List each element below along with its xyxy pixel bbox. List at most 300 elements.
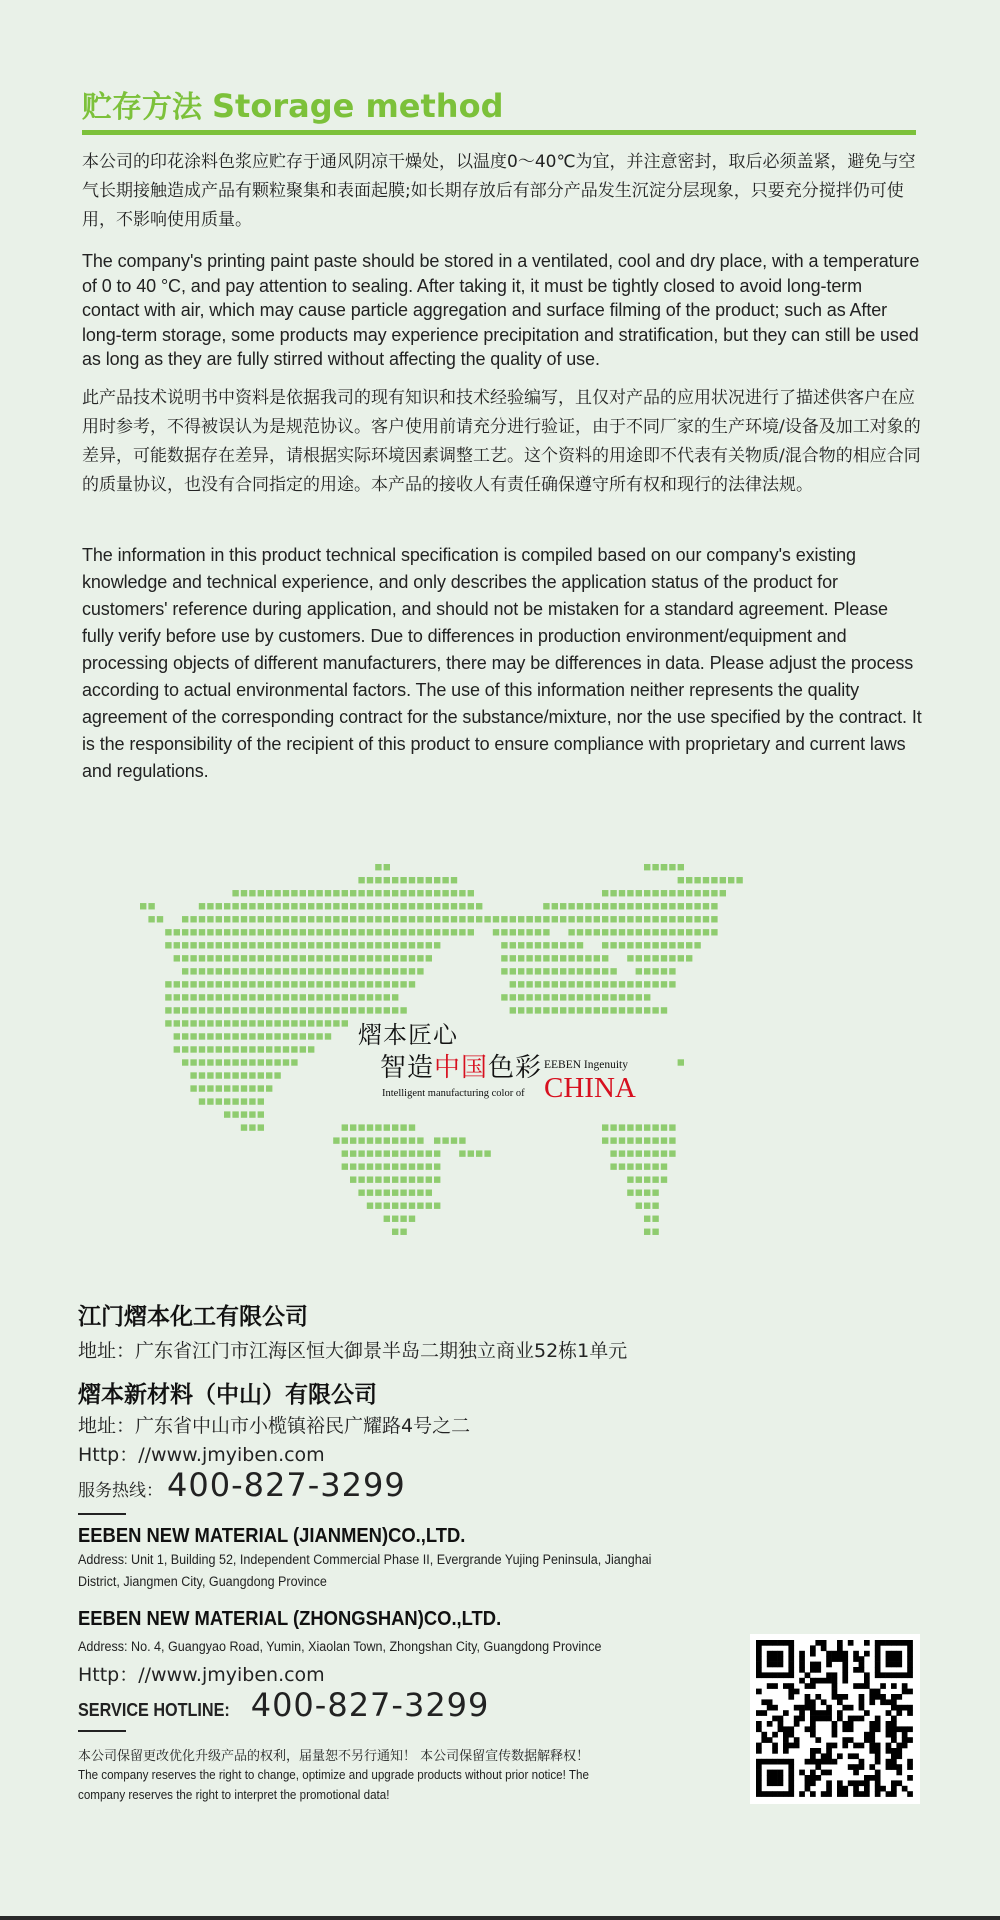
qr-module: [810, 1667, 816, 1673]
map-dot: [207, 1072, 213, 1078]
qr-module: [891, 1662, 897, 1668]
map-dot: [199, 1033, 205, 1039]
map-dot: [442, 903, 448, 909]
qr-module: [805, 1699, 811, 1705]
qr-module: [842, 1786, 848, 1792]
qr-module: [826, 1716, 832, 1722]
map-dot: [308, 1020, 314, 1026]
qr-module: [810, 1726, 816, 1732]
qr-module: [896, 1705, 902, 1711]
map-dot: [636, 1137, 642, 1143]
map-dot: [451, 877, 457, 883]
qr-module: [859, 1662, 865, 1668]
map-dot: [375, 1190, 381, 1196]
map-dot: [241, 903, 247, 909]
map-dot: [736, 877, 742, 883]
map-dot: [400, 1124, 406, 1130]
qr-module: [902, 1743, 908, 1749]
map-dot: [258, 1072, 264, 1078]
qr-module: [848, 1721, 854, 1727]
map-dot: [216, 1033, 222, 1039]
qr-module: [864, 1678, 870, 1684]
map-dot: [552, 955, 558, 961]
map-dot: [652, 1150, 658, 1156]
map-dot: [241, 929, 247, 935]
qr-module: [815, 1716, 821, 1722]
qr-module: [772, 1672, 778, 1678]
qr-module: [837, 1656, 843, 1662]
map-dot: [400, 981, 406, 987]
map-dot: [174, 1033, 180, 1039]
qr-module: [805, 1705, 811, 1711]
map-dot: [342, 1163, 348, 1169]
map-dot: [316, 955, 322, 961]
map-dot: [652, 1190, 658, 1196]
map-dot: [619, 1163, 625, 1169]
map-dot: [182, 955, 188, 961]
qr-module: [907, 1705, 913, 1711]
map-dot: [434, 942, 440, 948]
map-dot: [627, 1137, 633, 1143]
map-dot: [342, 1124, 348, 1130]
qr-module: [896, 1743, 902, 1749]
qr-module: [832, 1672, 838, 1678]
map-dot: [375, 994, 381, 1000]
map-dot: [468, 890, 474, 896]
map-dot: [216, 1072, 222, 1078]
map-dot: [434, 1137, 440, 1143]
map-dot: [249, 1020, 255, 1026]
map-dot: [678, 903, 684, 909]
map-dot: [384, 1007, 390, 1013]
qr-module: [837, 1651, 843, 1657]
qr-module: [810, 1651, 816, 1657]
map-dot: [568, 955, 574, 961]
hotline-label-zh: 服务热线：: [78, 1481, 163, 1501]
map-dot: [291, 1020, 297, 1026]
qr-module: [826, 1786, 832, 1792]
map-dot: [644, 1229, 650, 1235]
qr-module: [886, 1726, 892, 1732]
map-dot: [308, 942, 314, 948]
map-dot: [291, 1007, 297, 1013]
qr-module: [842, 1694, 848, 1700]
map-dot: [669, 942, 675, 948]
map-dot: [216, 916, 222, 922]
map-dot: [594, 916, 600, 922]
qr-module: [837, 1640, 843, 1646]
hotline-number-en[interactable]: 400-827-3299: [250, 1686, 490, 1724]
map-dot: [560, 994, 566, 1000]
map-dot: [300, 955, 306, 961]
map-dot: [274, 955, 280, 961]
qr-module: [859, 1699, 865, 1705]
map-dot: [258, 929, 264, 935]
map-dot: [291, 1033, 297, 1039]
map-dot: [316, 1033, 322, 1039]
map-dot: [300, 942, 306, 948]
map-dot: [518, 994, 524, 1000]
map-dot: [241, 1007, 247, 1013]
qr-module: [891, 1651, 897, 1657]
map-dot: [652, 929, 658, 935]
qr-module: [772, 1705, 778, 1711]
map-dot: [686, 903, 692, 909]
map-dot: [392, 890, 398, 896]
map-dot: [291, 890, 297, 896]
qr-module: [815, 1667, 821, 1673]
qr-module: [778, 1640, 784, 1646]
qr-module: [767, 1770, 773, 1776]
map-dot: [266, 916, 272, 922]
qr-module: [842, 1672, 848, 1678]
map-dot: [342, 968, 348, 974]
qr-module: [864, 1683, 870, 1689]
website-en[interactable]: Http：//www.jmyiben.com: [78, 1664, 325, 1686]
map-dot: [300, 968, 306, 974]
qr-module: [837, 1694, 843, 1700]
spec-paragraph-zh: 此产品技术说明书中资料是依据我司的现有知识和技术经验编写，且仅对产品的应用状况进行了描述供客户在应用时参考，不得被误认为是规范协议。客户使用前请充分进行验证，由于不同厂家的生产环境/设备及加工对象的差异，可能数据存在差异，请根据实际环境因素调整工艺。这个资料的用途即不代表有关物质/混合物的相应合同的质量协议，也没有合同指定的用途。本产品的接收人有责任确保遵守所有权和现行的法律法规。: [82, 388, 921, 495]
website-zh[interactable]: Http：//www.jmyiben.com: [78, 1444, 325, 1466]
map-dot: [367, 877, 373, 883]
qr-module: [778, 1775, 784, 1781]
qr-module: [756, 1651, 762, 1657]
qr-module: [859, 1743, 865, 1749]
map-dot: [342, 890, 348, 896]
map-dot: [291, 1046, 297, 1052]
map-dot: [400, 955, 406, 961]
qr-module: [842, 1678, 848, 1684]
qr-module: [767, 1662, 773, 1668]
map-dot: [367, 929, 373, 935]
map-dot: [501, 929, 507, 935]
map-dot: [669, 929, 675, 935]
map-dot: [308, 994, 314, 1000]
map-dot: [526, 942, 532, 948]
map-dot: [392, 877, 398, 883]
map-dot: [291, 942, 297, 948]
qr-module: [778, 1656, 784, 1662]
qr-module: [805, 1775, 811, 1781]
qr-module: [756, 1759, 762, 1765]
map-dot: [594, 994, 600, 1000]
map-dot: [216, 929, 222, 935]
slogan-line-2b: 色彩: [488, 1053, 543, 1083]
map-dot: [216, 1020, 222, 1026]
qr-module: [842, 1737, 848, 1743]
spec-paragraph-en: The information in this product technical specification is compiled based on our company's existing knowledge and technical experience, and only describes the application status of the product for customers' reference during application, and should not be mistaken for a standard agreement. Please fully verify before use by customers. Due to differences in production environment/equipment and processing objects of different manufacturers, there may be differences in data. Please adjust the process according to actual environmental factors. The use of this information neither represents the quality agreement of the corresponding contract for the substance/mixture, nor the use specified by the contract. It is the responsibility of the recipient of this product to ensure compliance with proprietary and current laws and regulations.: [82, 545, 922, 781]
qr-module: [756, 1656, 762, 1662]
map-dot: [720, 890, 726, 896]
qr-module: [907, 1775, 913, 1781]
map-dot: [266, 981, 272, 987]
qr-module: [896, 1726, 902, 1732]
map-dot: [526, 916, 532, 922]
qr-module: [853, 1667, 859, 1673]
map-dot: [602, 968, 608, 974]
map-dot: [400, 1163, 406, 1169]
map-dot: [300, 929, 306, 935]
map-dot: [392, 942, 398, 948]
map-dot: [358, 994, 364, 1000]
qr-module: [869, 1726, 875, 1732]
map-dot: [678, 877, 684, 883]
qr-module: [869, 1748, 875, 1754]
qr-module: [815, 1759, 821, 1765]
map-dot: [678, 916, 684, 922]
map-dot: [350, 890, 356, 896]
map-dot: [367, 955, 373, 961]
map-dot: [241, 1059, 247, 1065]
qr-module: [880, 1683, 886, 1689]
map-dot: [333, 1007, 339, 1013]
map-dot: [249, 1111, 255, 1117]
qr-module: [875, 1786, 881, 1792]
qr-module: [756, 1743, 762, 1749]
map-dot: [644, 864, 650, 870]
qr-module: [810, 1683, 816, 1689]
qr-module: [815, 1764, 821, 1770]
map-dot: [274, 1046, 280, 1052]
map-dot: [199, 1046, 205, 1052]
map-dot: [350, 942, 356, 948]
qr-module: [859, 1780, 865, 1786]
map-dot: [283, 903, 289, 909]
map-dot: [274, 890, 280, 896]
map-dot: [518, 1007, 524, 1013]
map-dot: [384, 890, 390, 896]
map-dot: [392, 1163, 398, 1169]
map-dot: [594, 968, 600, 974]
map-dot: [241, 1085, 247, 1091]
qr-module: [832, 1759, 838, 1765]
map-dot: [232, 981, 238, 987]
map-dot: [258, 1098, 264, 1104]
map-dot: [274, 1033, 280, 1039]
map-dot: [560, 1007, 566, 1013]
qr-module: [853, 1743, 859, 1749]
map-dot: [594, 955, 600, 961]
map-dot: [434, 1150, 440, 1156]
map-dot: [568, 916, 574, 922]
map-dot: [258, 1124, 264, 1130]
qr-module: [772, 1683, 778, 1689]
qr-module: [875, 1748, 881, 1754]
map-dot: [594, 903, 600, 909]
map-dot: [560, 916, 566, 922]
qr-module: [788, 1672, 794, 1678]
qr-module: [902, 1640, 908, 1646]
map-dot: [526, 968, 532, 974]
qr-module: [875, 1656, 881, 1662]
map-dot: [678, 864, 684, 870]
map-dot: [400, 890, 406, 896]
qr-module: [842, 1651, 848, 1657]
map-dot: [367, 1190, 373, 1196]
map-dot: [165, 1020, 171, 1026]
map-dot: [350, 903, 356, 909]
map-dot: [232, 968, 238, 974]
qr-module: [783, 1748, 789, 1754]
map-dot: [224, 1098, 230, 1104]
map-dot: [342, 955, 348, 961]
qr-module: [859, 1759, 865, 1765]
map-dot: [274, 942, 280, 948]
qr-module: [853, 1770, 859, 1776]
map-dot: [216, 903, 222, 909]
map-dot: [207, 1020, 213, 1026]
qr-module: [859, 1716, 865, 1722]
map-dot: [518, 968, 524, 974]
map-dot: [426, 1150, 432, 1156]
map-dot: [367, 1007, 373, 1013]
map-dot: [358, 1150, 364, 1156]
qr-module: [869, 1775, 875, 1781]
qr-module: [756, 1667, 762, 1673]
map-dot: [375, 1163, 381, 1169]
qr-module: [788, 1640, 794, 1646]
map-dot: [652, 968, 658, 974]
map-dot: [510, 929, 516, 935]
map-dot: [283, 1033, 289, 1039]
map-dot: [342, 1137, 348, 1143]
map-dot: [266, 1072, 272, 1078]
qr-module: [799, 1791, 805, 1797]
map-dot: [585, 968, 591, 974]
map-dot: [283, 929, 289, 935]
map-dot: [375, 1176, 381, 1182]
map-dot: [577, 929, 583, 935]
map-dot: [610, 1007, 616, 1013]
qr-module: [794, 1737, 800, 1743]
map-dot: [207, 1085, 213, 1091]
map-dot: [232, 1098, 238, 1104]
map-dot: [199, 981, 205, 987]
map-dot: [216, 942, 222, 948]
qr-module: [842, 1726, 848, 1732]
map-dot: [174, 1020, 180, 1026]
map-dot: [409, 1137, 415, 1143]
qr-module: [837, 1710, 843, 1716]
map-dot: [224, 1085, 230, 1091]
hotline-number-zh[interactable]: 400-827-3299: [167, 1466, 406, 1504]
map-dot: [417, 968, 423, 974]
qr-module: [853, 1764, 859, 1770]
map-dot: [207, 1033, 213, 1039]
map-dot: [703, 877, 709, 883]
map-dot: [367, 916, 373, 922]
map-dot: [308, 1007, 314, 1013]
qr-module: [756, 1662, 762, 1668]
qr-module: [761, 1732, 767, 1738]
qr-module: [875, 1753, 881, 1759]
map-dot: [249, 1033, 255, 1039]
qr-module: [853, 1780, 859, 1786]
qr-module: [907, 1656, 913, 1662]
map-dot: [300, 916, 306, 922]
slogan-line-2a: 智造: [380, 1053, 435, 1083]
map-dot: [669, 981, 675, 987]
map-dot: [358, 955, 364, 961]
map-dot: [535, 929, 541, 935]
map-dot: [585, 994, 591, 1000]
map-dot: [207, 955, 213, 961]
qr-module: [891, 1699, 897, 1705]
qr-module: [821, 1645, 827, 1651]
qr-module: [896, 1770, 902, 1776]
qr-module: [875, 1726, 881, 1732]
map-dot: [384, 1150, 390, 1156]
slogan-brand-en: EEBEN Ingenuity: [544, 1059, 628, 1071]
map-dot: [182, 1059, 188, 1065]
qr-module: [869, 1764, 875, 1770]
map-dot: [392, 1190, 398, 1196]
map-dot: [384, 942, 390, 948]
qr-module: [810, 1770, 816, 1776]
qr-module: [853, 1651, 859, 1657]
map-dot: [535, 994, 541, 1000]
qr-module: [832, 1694, 838, 1700]
map-dot: [300, 1046, 306, 1052]
map-dot: [409, 916, 415, 922]
map-dot: [434, 877, 440, 883]
map-dot: [384, 1190, 390, 1196]
qr-module: [837, 1753, 843, 1759]
map-dot: [266, 1007, 272, 1013]
qr-module: [891, 1726, 897, 1732]
qr-module: [788, 1694, 794, 1700]
map-dot: [283, 1046, 289, 1052]
qr-module: [810, 1780, 816, 1786]
map-dot: [518, 981, 524, 987]
qr-module: [772, 1716, 778, 1722]
qr-module: [821, 1710, 827, 1716]
map-dot: [610, 968, 616, 974]
qr-module: [832, 1651, 838, 1657]
qr-module: [880, 1699, 886, 1705]
map-dot: [493, 929, 499, 935]
map-dot: [602, 1007, 608, 1013]
map-dot: [190, 1046, 196, 1052]
qr-module: [756, 1640, 762, 1646]
map-dot: [367, 1203, 373, 1209]
map-dot: [249, 1059, 255, 1065]
map-dot: [694, 903, 700, 909]
qr-module: [907, 1726, 913, 1732]
map-dot: [409, 942, 415, 948]
map-dot: [350, 981, 356, 987]
map-dot: [468, 1150, 474, 1156]
map-dot: [308, 1033, 314, 1039]
qr-module: [896, 1640, 902, 1646]
map-dot: [409, 1216, 415, 1222]
map-dot: [501, 942, 507, 948]
qr-module: [869, 1699, 875, 1705]
qr-code-icon[interactable]: [750, 1634, 920, 1804]
map-dot: [703, 890, 709, 896]
map-dot: [291, 994, 297, 1000]
map-dot: [283, 1007, 289, 1013]
map-dot: [274, 981, 280, 987]
map-dot: [174, 994, 180, 1000]
map-dot: [602, 955, 608, 961]
map-dot: [274, 1059, 280, 1065]
map-dot: [224, 942, 230, 948]
map-dot: [417, 1190, 423, 1196]
map-dot: [182, 942, 188, 948]
map-dot: [308, 968, 314, 974]
qr-module: [805, 1780, 811, 1786]
